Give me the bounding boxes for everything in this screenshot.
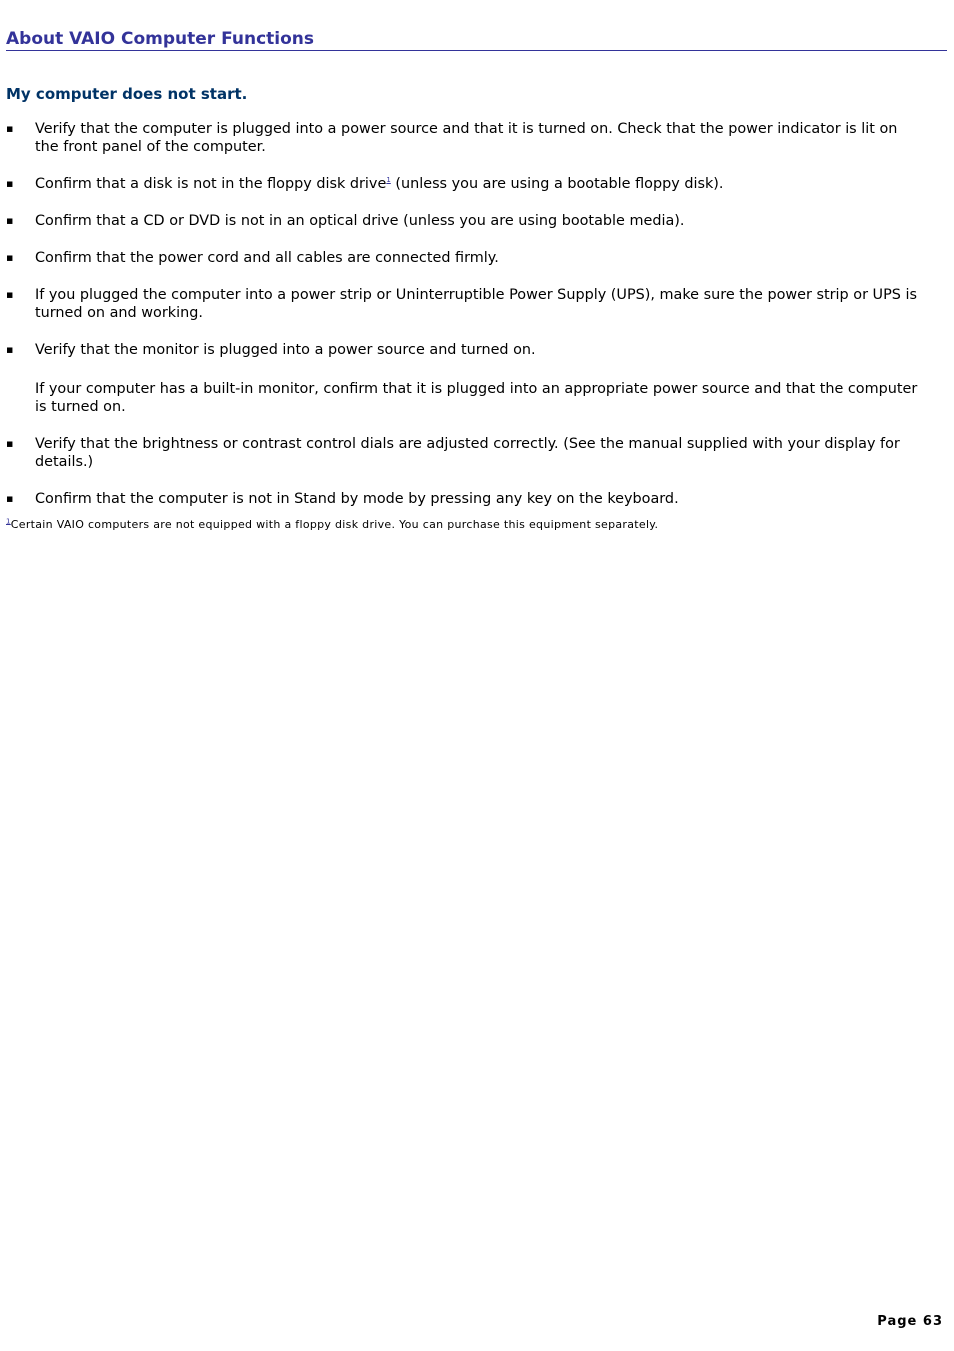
bullet-icon: ▪: [6, 251, 14, 264]
page-title: About VAIO Computer Functions: [6, 28, 947, 51]
list-item: [0, 175, 954, 193]
item-text: Verify that the monitor is plugged into a power source and turned on.: [35, 342, 536, 358]
item-text: Verify that the computer is plugged into a power source and that it is turned on. Check that the power indicator is lit on the front panel of the computer.: [35, 121, 898, 155]
footnote: [6, 518, 658, 532]
bullet-icon: ▪: [6, 343, 14, 356]
list-item: [0, 249, 954, 267]
item-text-continued: (unless you are using a bootable floppy disk).: [390, 176, 724, 192]
item-text: Confirm that a disk is not in the floppy disk drive: [35, 176, 387, 192]
bullet-icon: ▪: [6, 288, 14, 301]
section-heading: My computer does not start.: [6, 85, 248, 103]
bullet-icon: ▪: [6, 177, 14, 190]
item-text: If you plugged the computer into a power strip or Uninterruptible Power Supply (UPS), make sure the power strip or UPS is turned on and working.: [35, 287, 917, 321]
list-item: [0, 212, 954, 230]
list-item: [0, 435, 954, 471]
item-text: Confirm that the computer is not in Stand by mode by pressing any key on the keyboard.: [35, 491, 679, 507]
footnote-mark-link[interactable]: 1: [6, 517, 11, 526]
bullet-icon: ▪: [6, 122, 14, 135]
item-text: Verify that the brightness or contrast control dials are adjusted correctly. (See the manual supplied with your display for details.): [35, 436, 900, 470]
list-item: [0, 120, 954, 156]
footnote-text: Certain VAIO computers are not equipped with a floppy disk drive. You can purchase this equipment separately.: [10, 518, 659, 531]
troubleshooting-list: [0, 120, 954, 527]
list-item: [0, 341, 954, 416]
list-item: [0, 286, 954, 322]
item-text: Confirm that the power cord and all cables are connected firmly.: [35, 250, 499, 266]
item-text: Confirm that a CD or DVD is not in an optical drive (unless you are using bootable media).: [35, 213, 685, 229]
bullet-icon: ▪: [6, 214, 14, 227]
list-item: [0, 490, 954, 508]
item-sub-paragraph: If your computer has a built-in monitor, confirm that it is plugged into an appropriate power source and that the computer is turned on.: [35, 381, 918, 415]
footnote-reference-link[interactable]: 1: [386, 176, 391, 185]
bullet-icon: ▪: [6, 437, 14, 450]
page-number: Page 63: [877, 1314, 943, 1329]
bullet-icon: ▪: [6, 492, 14, 505]
